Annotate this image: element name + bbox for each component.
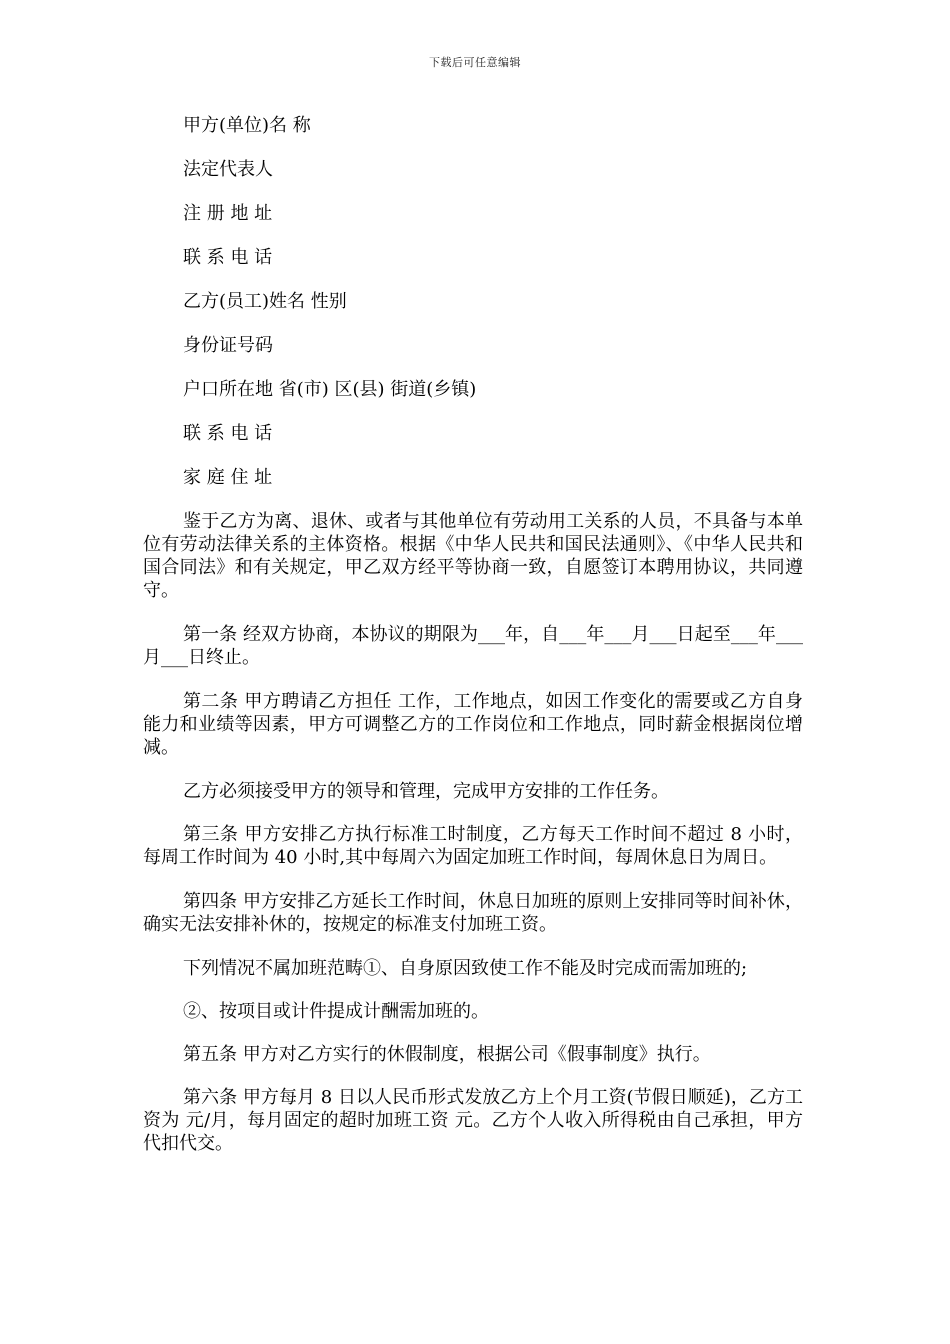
agreement-body — [143, 510, 803, 1176]
paragraph-overtime-exclusion-2: ②、按项目或计件提成计酬需加班的。 — [183, 1001, 489, 1022]
paragraph-article-3: 第三条 甲方安排乙方执行标准工时制度，乙方每天工作时间不超过 8 小时，每周工作时间为 40 小时,其中每周六为固定加班工作时间，每周休息日为周日。 — [143, 824, 803, 868]
field-registered-address: 注 册 地 址 — [183, 203, 273, 224]
field-legal-representative: 法定代表人 — [183, 159, 273, 180]
paragraph-obey-management: 乙方必须接受甲方的领导和管理，完成甲方安排的工作任务。 — [183, 781, 669, 802]
party-info-fields — [183, 114, 803, 510]
paragraph-article-4: 第四条 甲方安排乙方延长工作时间，休息日加班的原则上安排同等时间补休，确实无法安排补休的，按规定的标准支付加班工资。 — [143, 891, 803, 935]
field-employer-phone: 联 系 电 话 — [183, 247, 273, 268]
field-household-registration: 户口所在地 省(市) 区(县) 街道(乡镇) — [183, 379, 477, 400]
paragraph-preamble: 鉴于乙方为离、退休、或者与其他单位有劳动用工关系的人员，不具备与本单位有劳动法律关系的主体资格。根据《中华人民共和国民法通则》、《中华人民共和国合同法》和有关规定，甲乙双方经平等协商一致，自愿签订本聘用协议，共同遵守。 — [143, 511, 803, 601]
paragraph-overtime-exclusion-1: 下列情况不属加班范畴①、自身原因致使工作不能及时完成而需加班的; — [183, 958, 748, 979]
paragraph-article-5: 第五条 甲方对乙方实行的休假制度，根据公司《假事制度》执行。 — [183, 1044, 711, 1065]
field-employer-name: 甲方(单位)名 称 — [183, 115, 311, 136]
paragraph-article-6: 第六条 甲方每月 8 日以人民币形式发放乙方上个月工资(节假日顺延)，乙方工资为 元/月，每月固定的超时加班工资 元。乙方个人收入所得税由自己承担，甲方代扣代交。 — [143, 1087, 803, 1154]
paragraph-article-1: 第一条 经双方协商，本协议的期限为___年，自___年___月___日起至___年___月___日终止。 — [143, 624, 803, 668]
field-id-number: 身份证号码 — [183, 335, 273, 356]
paragraph-article-2: 第二条 甲方聘请乙方担任 工作，工作地点，如因工作变化的需要或乙方自身能力和业绩等因素，甲方可调整乙方的工作岗位和工作地点，同时薪金根据岗位增减。 — [143, 691, 803, 758]
field-employee-name-gender: 乙方(员工)姓名 性别 — [183, 291, 347, 312]
page-header-note: 下载后可任意编辑 — [429, 56, 521, 69]
field-home-address: 家 庭 住 址 — [183, 467, 273, 488]
field-employee-phone: 联 系 电 话 — [183, 423, 273, 444]
